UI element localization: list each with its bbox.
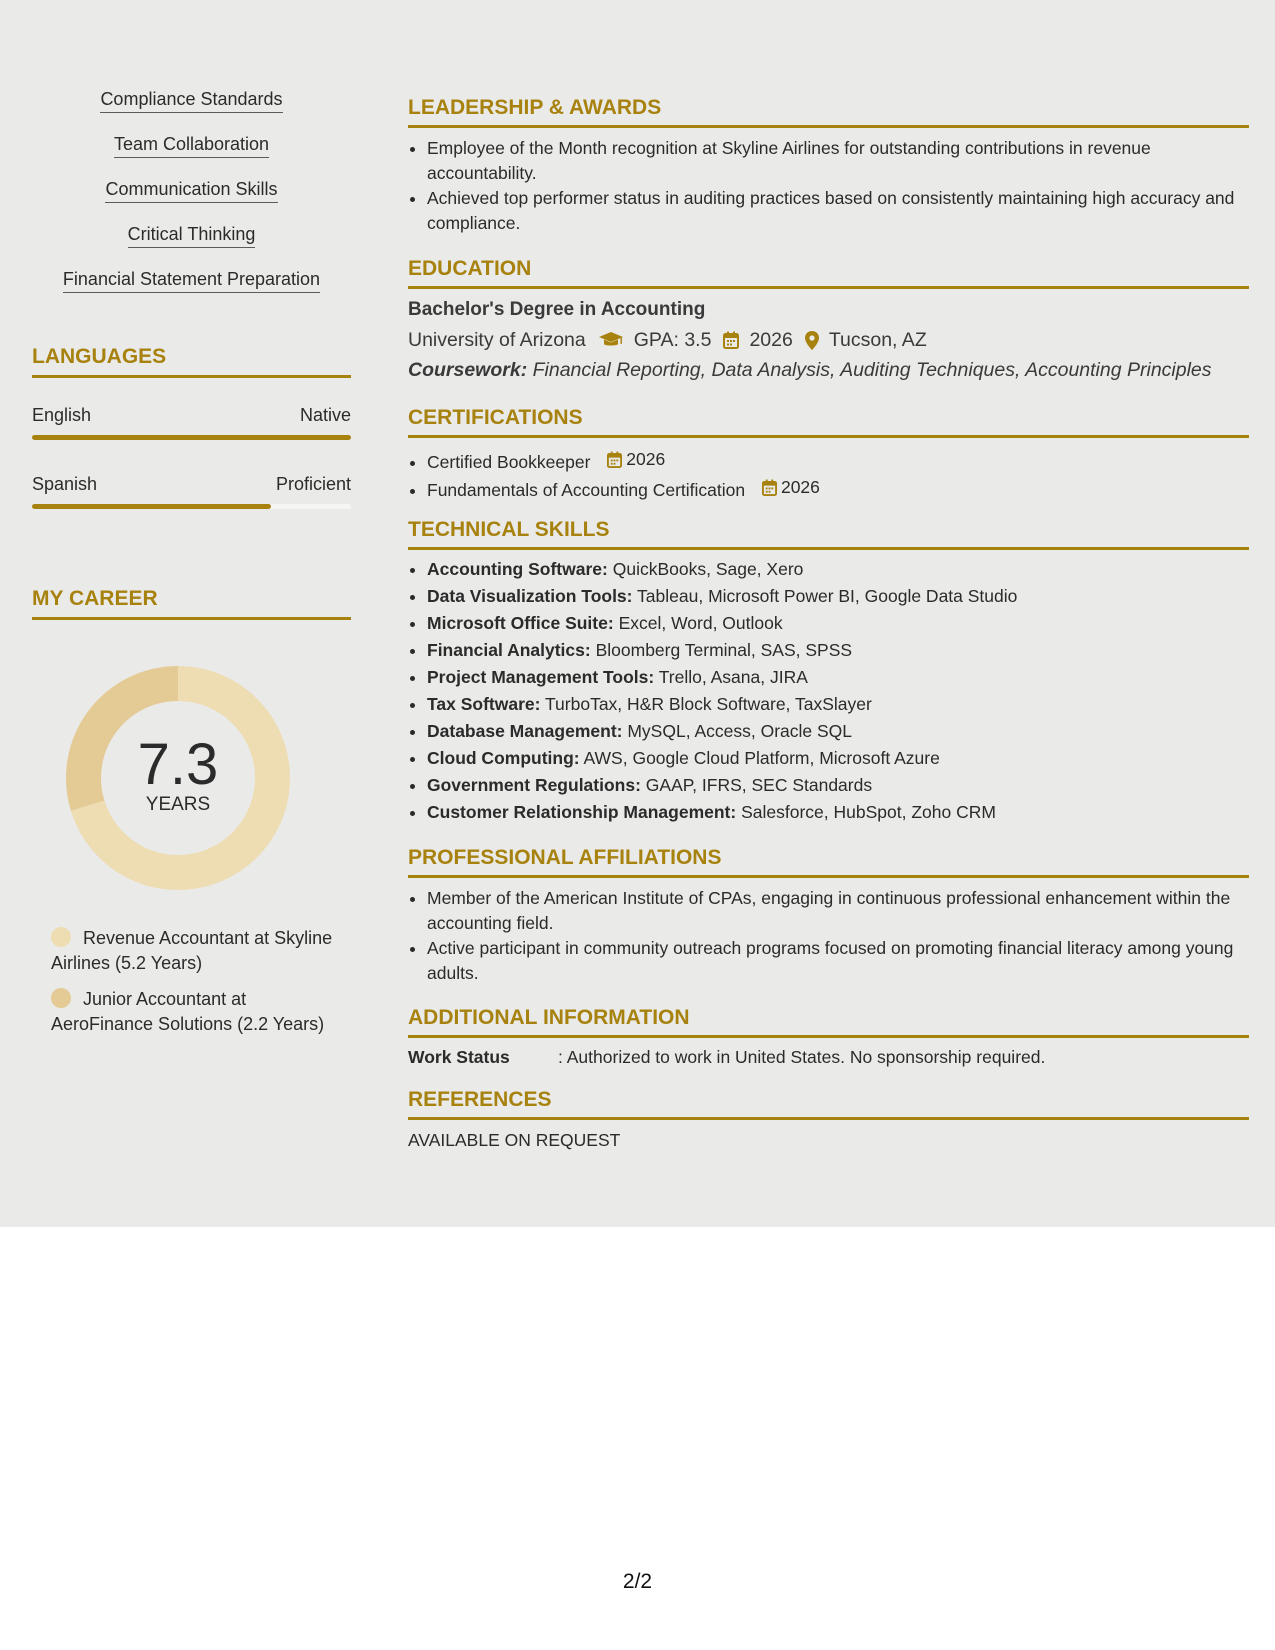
work-status-value: : Authorized to work in United States. No sponsorship required. xyxy=(558,1047,1046,1067)
technical-skill-item: • Cloud Computing: AWS, Google Cloud Platform, Microsoft Azure xyxy=(427,745,1249,772)
school-location: Tucson, AZ xyxy=(828,329,927,351)
education-details xyxy=(408,325,1249,355)
career-legend xyxy=(51,926,341,1048)
references-heading: REFERENCES xyxy=(408,1087,1249,1120)
career-total-years: 7.3 xyxy=(137,732,219,797)
technical-skill-item: • Database Management: MySQL, Access, Oracle SQL xyxy=(427,718,1249,745)
skill-item: Critical Thinking xyxy=(32,223,351,268)
education-section xyxy=(408,295,1249,385)
calendar-icon xyxy=(762,479,777,496)
additional-info-section xyxy=(408,1045,1249,1070)
affiliations-section xyxy=(408,886,1249,986)
technical-skills-heading: TECHNICAL SKILLS xyxy=(408,517,1249,550)
certification-year: 2026 xyxy=(780,477,820,497)
certifications-section xyxy=(408,447,1249,503)
language-level: Proficient xyxy=(275,474,351,494)
language-name: Spanish xyxy=(32,474,98,494)
technical-skill-item: • Accounting Software: QuickBooks, Sage, Xero xyxy=(427,556,1249,583)
language-level: Native xyxy=(299,405,351,425)
career-donut-center xyxy=(66,666,290,890)
technical-skill-item: • Government Regulations: GAAP, IFRS, SEC Standards xyxy=(427,772,1249,799)
technical-skills-list xyxy=(408,556,1249,826)
skills-list xyxy=(32,88,351,313)
certifications-heading: CERTIFICATIONS xyxy=(408,405,1249,438)
graduation-year: 2026 xyxy=(749,329,793,351)
language-bar-fill xyxy=(32,435,351,440)
legend-dot xyxy=(51,988,71,1008)
calendar-icon xyxy=(723,331,739,349)
school-name: University of Arizona xyxy=(408,329,586,351)
language-spanish xyxy=(32,473,351,509)
technical-skill-item: • Project Management Tools: Trello, Asana, JIRA xyxy=(427,664,1249,691)
language-english xyxy=(32,404,351,440)
affiliation-item: • Active participant in community outreach programs focused on promoting financial literacy among young adults. xyxy=(427,936,1249,986)
skill-item: Team Collaboration xyxy=(32,133,351,178)
affiliation-item: • Member of the American Institute of CPAs, engaging in continuous professional enhancement within the accounting field. xyxy=(427,886,1249,936)
references-text: AVAILABLE ON REQUEST xyxy=(408,1130,621,1150)
page-number: 2/2 xyxy=(622,1570,653,1593)
career-heading: MY CAREER xyxy=(32,586,351,620)
technical-skill-item: • Financial Analytics: Bloomberg Terminal, SAS, SPSS xyxy=(427,637,1249,664)
gpa: GPA: 3.5 xyxy=(633,329,712,351)
location-pin-icon xyxy=(805,331,819,350)
work-status-label: Work Status xyxy=(408,1047,510,1067)
coursework: Coursework: Financial Reporting, Data Analysis, Auditing Techniques, Accounting Principles xyxy=(408,359,1212,381)
technical-skill-item: • Tax Software: TurboTax, H&R Block Software, TaxSlayer xyxy=(427,691,1249,718)
calendar-icon xyxy=(607,451,622,468)
additional-info-heading: ADDITIONAL INFORMATION xyxy=(408,1005,1249,1038)
language-bar-fill xyxy=(32,504,271,509)
graduation-cap-icon xyxy=(598,331,624,349)
languages-heading: LANGUAGES xyxy=(32,344,351,378)
career-years-unit: YEARS xyxy=(145,794,211,815)
certification-year: 2026 xyxy=(626,449,666,469)
language-bar xyxy=(32,435,351,440)
certification-item: • Fundamentals of Accounting Certification 2026 xyxy=(427,475,1249,503)
legend-item: Junior Accountant at AeroFinance Solutions (2.2 Years) xyxy=(51,989,325,1034)
degree-title: Bachelor's Degree in Accounting xyxy=(408,299,706,320)
skill-item: Communication Skills xyxy=(32,178,351,223)
technical-skill-item: • Customer Relationship Management: Salesforce, HubSpot, Zoho CRM xyxy=(427,799,1249,826)
skill-item: Financial Statement Preparation xyxy=(32,268,351,313)
technical-skill-item: • Microsoft Office Suite: Excel, Word, Outlook xyxy=(427,610,1249,637)
certification-item: • Certified Bookkeeper 2026 xyxy=(427,447,1249,475)
technical-skills-section xyxy=(408,556,1249,826)
leadership-item: • Employee of the Month recognition at Skyline Airlines for outstanding contributions in revenue accountability. xyxy=(427,136,1249,186)
leadership-item: • Achieved top performer status in auditing practices based on consistently maintaining high accuracy and compliance. xyxy=(427,186,1249,236)
technical-skill-item: • Data Visualization Tools: Tableau, Microsoft Power BI, Google Data Studio xyxy=(427,583,1249,610)
leadership-heading: LEADERSHIP & AWARDS xyxy=(408,95,1249,128)
education-heading: EDUCATION xyxy=(408,256,1249,289)
language-name: English xyxy=(32,405,92,425)
legend-dot xyxy=(51,927,71,947)
leadership-section xyxy=(408,136,1249,236)
skill-item: Compliance Standards xyxy=(32,88,351,133)
affiliations-heading: PROFESSIONAL AFFILIATIONS xyxy=(408,845,1249,878)
language-bar xyxy=(32,504,351,509)
legend-item: Revenue Accountant at Skyline Airlines (5.2 Years) xyxy=(51,928,333,973)
references-section xyxy=(408,1128,1249,1153)
